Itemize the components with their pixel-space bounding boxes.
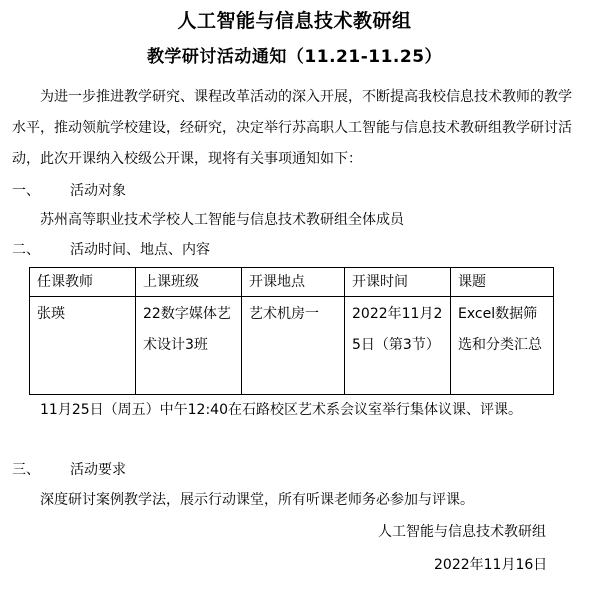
section2-number: 二、 bbox=[12, 242, 40, 258]
header-location: 开课地点 bbox=[242, 268, 345, 297]
cell-teacher: 张瑛 bbox=[30, 297, 136, 395]
section1-heading: 活动对象 bbox=[70, 183, 126, 199]
intro-paragraph: 为进一步推进教学研究、课程改革活动的深入开展，不断提高我校信息技术教师的教学水平，推动领航学校建设，经研究，决定举行苏高职人工智能与信息技术教研组教学研讨活动，此次开课纳入校级公开课，现将有关事项通知如下： bbox=[12, 89, 572, 167]
header-time: 开课时间 bbox=[345, 268, 451, 297]
cell-class: 22数字媒体艺术设计3班 bbox=[136, 297, 242, 395]
section2-heading: 活动时间、地点、内容 bbox=[70, 242, 210, 258]
section3-number: 三、 bbox=[12, 462, 40, 478]
table-header-row bbox=[30, 268, 554, 297]
issue-date: 2022年11月16日 bbox=[434, 557, 548, 573]
header-topic: 课题 bbox=[451, 268, 554, 297]
section3-content: 深度研讨案例教学法，展示行动课堂，所有听课老师务必参加与评课。 bbox=[40, 492, 474, 508]
cell-topic: Excel数据筛选和分类汇总 bbox=[451, 297, 554, 395]
table-row bbox=[30, 297, 554, 395]
cell-time: 2022年11月25日（第3节） bbox=[345, 297, 451, 395]
section2-note: 11月25日（周五）中午12:40在石路校区艺术系会议室举行集体议课、评课。 bbox=[40, 402, 522, 418]
document-title: 人工智能与信息技术教研组 bbox=[177, 10, 412, 32]
header-class: 上课班级 bbox=[136, 268, 242, 297]
section1-number: 一、 bbox=[12, 183, 40, 199]
schedule-table bbox=[29, 267, 554, 395]
section1-content: 苏州高等职业技术学校人工智能与信息技术教研组全体成员 bbox=[40, 212, 404, 228]
section3-heading: 活动要求 bbox=[70, 462, 126, 478]
signature: 人工智能与信息技术教研组 bbox=[378, 524, 546, 540]
document-subtitle: 教学研讨活动通知（11.21-11.25） bbox=[146, 47, 443, 67]
header-teacher: 任课教师 bbox=[30, 268, 136, 297]
cell-location: 艺术机房一 bbox=[242, 297, 345, 395]
